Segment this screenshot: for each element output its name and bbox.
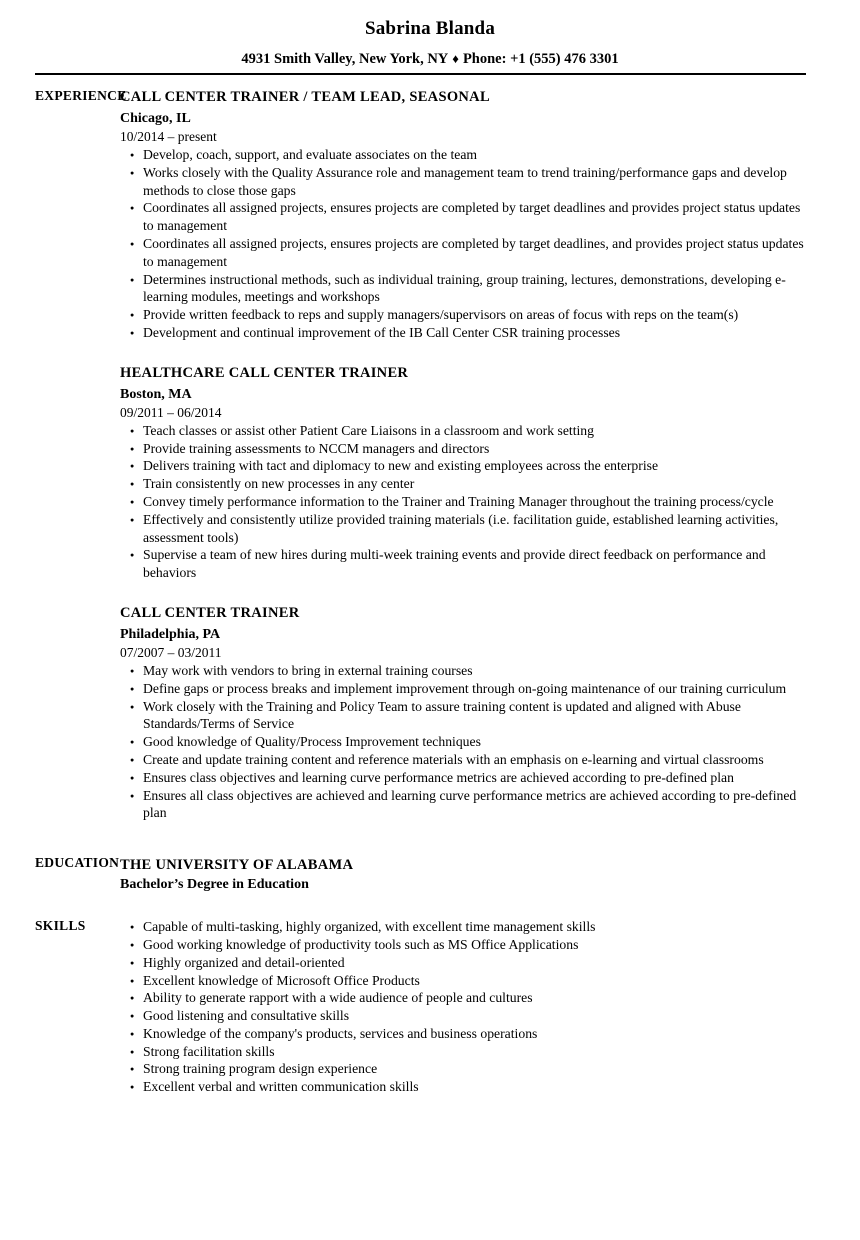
- job-bullet: ● Ensures all class objectives are achieved and learning curve performance metrics are achieved according to pre-defined plan: [120, 787, 810, 823]
- skill-bullet: ● Ability to generate rapport with a wide audience of people and cultures: [120, 989, 810, 1007]
- skills-bullet-list: [120, 918, 810, 1096]
- resume-header: [0, 0, 860, 75]
- job-dates: 10/2014 – present: [120, 129, 217, 144]
- job-bullet: ● Ensures class objectives and learning curve performance metrics are achieved according to pre-defined plan: [120, 769, 810, 787]
- section-label-education: EDUCATION: [35, 855, 120, 871]
- skills-body: [120, 918, 860, 1096]
- job-bullet: ● Supervise a team of new hires during multi-week training events and provide direct feedback on performance and behaviors: [120, 546, 810, 582]
- experience-section: [0, 88, 860, 822]
- skill-bullet: ● Good working knowledge of productivity tools such as MS Office Applications: [120, 936, 810, 954]
- job-bullet: ● Determines instructional methods, such as individual training, group training, lectures, demonstrations, developing e-learning modules, meetings and workshops: [120, 271, 810, 307]
- job-bullet-list: [120, 422, 810, 582]
- job-title: HEALTHCARE CALL CENTER TRAINER: [120, 364, 409, 381]
- education-section: [0, 855, 860, 895]
- job-bullet: ● Create and update training content and reference materials with an emphasis on e-learning and virtual classrooms: [120, 751, 810, 769]
- job-bullet: ● May work with vendors to bring in external training courses: [120, 662, 810, 680]
- job-bullet: ● Convey timely performance information to the Trainer and Training Manager throughout the training process/cycle: [120, 493, 810, 511]
- job-bullet: ● Good knowledge of Quality/Process Improvement techniques: [120, 733, 810, 751]
- job-location: Boston, MA: [120, 386, 192, 402]
- job-bullet: ● Provide written feedback to reps and supply managers/supervisors on areas of focus with reps on the team(s): [120, 306, 810, 324]
- job-bullet: ● Work closely with the Training and Policy Team to assure training content is updated and aligned with Abuse Standards/Terms of Service: [120, 698, 810, 734]
- job-entry: [120, 88, 810, 342]
- skill-bullet: ● Excellent verbal and written communication skills: [120, 1078, 810, 1096]
- job-bullet: ● Teach classes or assist other Patient Care Liaisons in a classroom and work setting: [120, 422, 810, 440]
- job-bullet: ● Define gaps or process breaks and implement improvement through on-going maintenance of our training curriculum: [120, 680, 810, 698]
- education-school: THE UNIVERSITY OF ALABAMA: [120, 857, 354, 874]
- section-label-experience: EXPERIENCE: [35, 88, 127, 103]
- contact-line: [0, 50, 860, 68]
- job-bullet: ● Develop, coach, support, and evaluate associates on the team: [120, 146, 810, 164]
- job-dates: 09/2011 – 06/2014: [120, 404, 222, 420]
- job-bullet: ● Development and continual improvement of the IB Call Center CSR training processes: [120, 324, 810, 342]
- job-title: CALL CENTER TRAINER: [120, 604, 300, 621]
- page-title: Sabrina Blanda: [364, 18, 496, 39]
- skill-bullet: ● Capable of multi-tasking, highly organized, with excellent time management skills: [120, 918, 810, 936]
- skill-bullet: ● Strong training program design experience: [120, 1060, 810, 1078]
- job-bullet: ● Provide training assessments to NCCM managers and directors: [120, 440, 810, 458]
- job-dates: 07/2007 – 03/2011: [120, 644, 222, 660]
- job-bullet: ● Effectively and consistently utilize provided training materials (i.e. facilitation guide, established learning activities, assessment tools): [120, 511, 810, 547]
- job-bullet-list: [120, 146, 810, 342]
- job-location: Chicago, IL: [120, 111, 191, 126]
- section-label-skills: SKILLS: [35, 918, 86, 934]
- job-bullet: ● Coordinates all assigned projects, ensures projects are completed by target deadlines and provides project status updates to management: [120, 199, 810, 235]
- job-spacer: [120, 342, 810, 364]
- job-bullet-list: [120, 662, 810, 822]
- skill-bullet: ● Excellent knowledge of Microsoft Office Products: [120, 972, 810, 990]
- header-divider: [35, 73, 806, 75]
- job-title: CALL CENTER TRAINER / TEAM LEAD, SEASONAL: [120, 89, 490, 105]
- experience-body: [120, 88, 860, 822]
- contact-phone: Phone: +1 (555) 476 3301: [462, 51, 619, 67]
- job-spacer: [120, 582, 810, 604]
- education-degree: Bachelor’s Degree in Education: [120, 877, 309, 893]
- job-bullet: ● Works closely with the Quality Assurance role and management team to trend training/performance gaps and develop methods to close those gaps: [120, 164, 810, 200]
- job-bullet: ● Train consistently on new processes in any center: [120, 475, 810, 493]
- skill-bullet: ● Highly organized and detail-oriented: [120, 954, 810, 972]
- skill-bullet: ● Strong facilitation skills: [120, 1043, 810, 1061]
- contact-address: 4931 Smith Valley, New York, NY: [241, 51, 449, 67]
- job-entry: [120, 604, 810, 822]
- skill-bullet: ● Good listening and consultative skills: [120, 1007, 810, 1025]
- skill-bullet: ● Knowledge of the company's products, services and business operations: [120, 1025, 810, 1043]
- job-entry: [120, 364, 810, 582]
- job-location: Philadelphia, PA: [120, 626, 221, 642]
- education-body: [120, 855, 860, 895]
- skills-section: [0, 918, 860, 1096]
- job-bullet: ● Delivers training with tact and diplomacy to new and existing employees across the enterprise: [120, 457, 810, 475]
- diamond-separator-icon: ♦: [452, 51, 459, 66]
- job-bullet: ● Coordinates all assigned projects, ensures projects are completed by target deadlines, and provides project status updates to management: [120, 235, 810, 271]
